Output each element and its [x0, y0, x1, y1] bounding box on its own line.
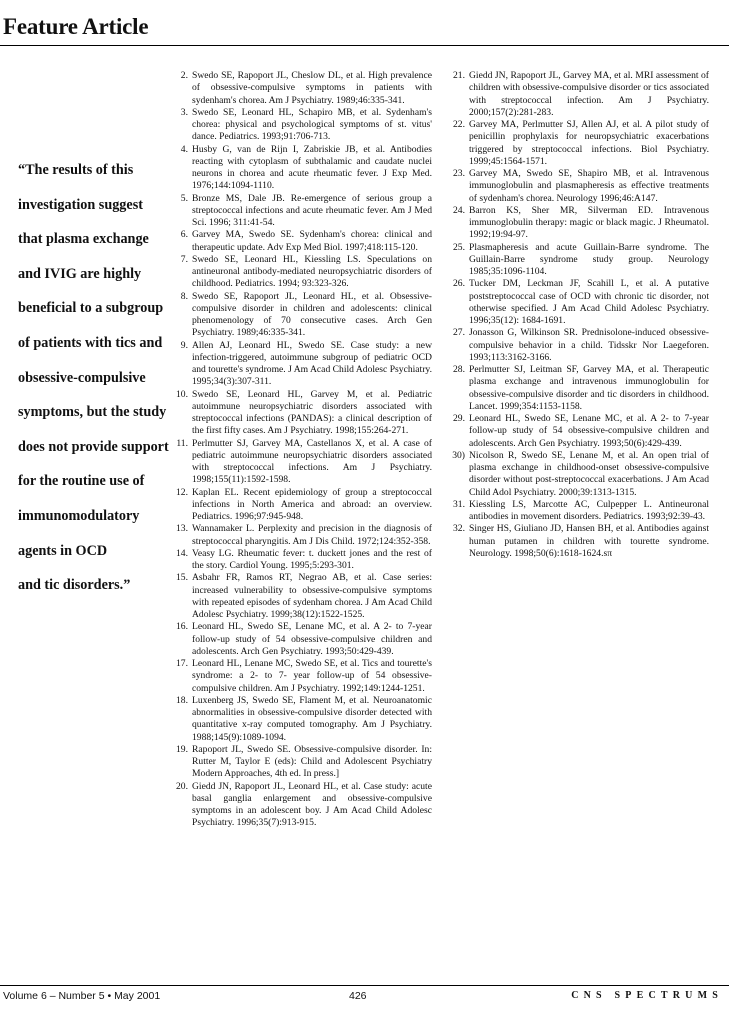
pull-quote-line: that plasma exchange — [18, 231, 149, 248]
reference-item — [170, 658, 432, 695]
reference-item — [170, 193, 432, 230]
reference-text: Rapoport JL, Swedo SE. Obsessive-compulsive disorder. In: Rutter M, Taylor E (eds): Child and Adolescent Psychiatry Modern Approaches, 4th ed. In press.] — [192, 743, 432, 780]
reference-number: 22. — [453, 119, 465, 130]
reference-item — [170, 487, 432, 524]
pull-quote-line: investigation suggest — [18, 196, 143, 213]
reference-item — [447, 242, 709, 279]
footer-divider — [0, 985, 729, 986]
reference-number: 6. — [180, 229, 188, 241]
reference-text: Bronze MS, Dale JB. Re-emergence of serious group a streptococcal infections and acute rheumatic fever. Am J Med Sci. 1996; 311:41-54. — [192, 192, 432, 228]
reference-text: Swedo SE, Rapoport JL, Cheslow DL, et al. High prevalence of obsessive-compulsive symptoms in patients with sydenham's chorea. Am J Psychiatry. 1989;46:335-341. — [192, 70, 432, 106]
reference-text: Swedo SE, Leonard HL, Kiessling LS. Speculations on antineuronal antibody-mediated neuropsychiatric disorders of childhood. Pediatrics. 1994; 93:323-326. — [192, 253, 432, 290]
reference-number: 18. — [176, 694, 188, 706]
reference-text: Tucker DM, Leckman JF, Scahill L, et al. A putative poststreptococcal case of OCD with chronic tic disorder, not otherwise specified. J Am Acad Child Adolesc Psychiatry. 1996;35(12): 1684-1691. — [469, 278, 709, 326]
reference-item — [447, 450, 709, 499]
reference-number: 17. — [176, 658, 188, 669]
reference-number: 2. — [180, 70, 188, 81]
reference-text: Leonard HL, Swedo SE, Lenane MC, et al. A 2- to 7-year follow-up study of 54 obsessive-compulsive children and adolescents. Arch Gen Psychiatry. 1993;50(6):429-439. — [469, 413, 709, 449]
reference-number: 11. — [176, 437, 188, 449]
reference-text: Plasmapheresis and acute Guillain-Barre syndrome. The Guillain-Barre syndrome study group. Neurology 1985;35:1096-1104. — [469, 241, 709, 277]
reference-text: Kiessling LS, Marcotte AC, Culpepper L. Antineuronal antibodies in movement disorders. Pediatrics. 1993;92:39-43. — [469, 498, 709, 522]
reference-item — [170, 438, 432, 487]
reference-text: Allen AJ, Leonard HL, Swedo SE. Case study: a new infection-triggered, autoimmune subgroup of pediatric OCD and tourette's syndrome. J Am Acad Child Adolesc Psychiatry. 1995;34(3):307-311. — [192, 339, 432, 388]
reference-number: 31. — [453, 498, 465, 510]
reference-text: Leonard HL, Swedo SE, Lenane MC, et al. A 2- to 7-year follow-up study of 54 obsessive-compulsive children and adolescents. Arch Gen Psychiatry. 1993;50:429-439. — [192, 621, 432, 657]
reference-text: Garvey MA, Perlmutter SJ, Allen AJ, et al. A pilot study of penicillin prophylaxis for neuropsychiatric exacerbations triggered by streptococcal infections. Biol Psychiatry. 1999;45:1564-1571. — [469, 119, 709, 167]
reference-number: 12. — [176, 486, 188, 498]
references-column-middle — [170, 70, 432, 830]
reference-number: 5. — [180, 192, 188, 204]
reference-text: Barron KS, Sher MR, Silverman ED. Intravenous immunoglobulin therapy: magic or black magic. J Rheumatol. 1992;19:94-97. — [469, 204, 709, 241]
reference-item — [170, 254, 432, 291]
reference-item — [170, 229, 432, 254]
pull-quote-line: obsessive-compulsive — [18, 369, 146, 386]
reference-text: Singer HS, Giuliano JD, Hansen BH, et al. Antibodies against human putamen in children with tourette syndrome. Neurology. 1998;50(6):1618-1624.sπ — [469, 523, 709, 559]
reference-text: Asbahr FR, Ramos RT, Negrao AB, et al. Case series: increased vulnerability to obsessive-compulsive symptoms with repeated episodes of sydenham chorea. J Am Acad Child Adolesc Psychiatry. 1999;38(12):1522-1525. — [192, 572, 432, 620]
reference-item — [170, 291, 432, 340]
reference-number: 8. — [180, 290, 188, 302]
reference-number: 15. — [176, 572, 188, 584]
reference-item — [170, 548, 432, 573]
journal-name: CNS SPECTRUMS — [571, 990, 723, 1001]
reference-number: 29. — [453, 413, 465, 424]
reference-item — [170, 572, 432, 621]
reference-text: Wannamaker L. Perplexity and precision in the diagnosis of streptococcal pharyngitis. Am J Dis Child. 1972;124:352-358. — [192, 523, 432, 547]
reference-text: Garvey MA, Swedo SE. Sydenham's chorea: clinical and therapeutic update. Adv Exp Med Biol. 1997;418:115-120. — [192, 229, 432, 253]
reference-number: 16. — [176, 621, 188, 633]
reference-number: 27. — [453, 327, 465, 339]
reference-item — [447, 119, 709, 168]
pull-quote-line: “The results of this — [18, 162, 134, 178]
reference-number: 30) — [452, 449, 465, 461]
pull-quote-line: and IVIG are highly — [18, 265, 142, 282]
reference-text: Husby G, van de Rijn I, Zabriskie JB, et al. Antibodies reacting with cytoplasm of subthalamic and caudate nuclei neurons in chorea and acute rheumatic fever. J Exp Med. 1976;144:1094-1110. — [192, 143, 432, 192]
reference-number: 4. — [180, 143, 188, 155]
reference-item — [447, 168, 709, 205]
reference-item — [447, 499, 709, 524]
reference-number: 3. — [180, 106, 188, 118]
reference-item — [170, 144, 432, 193]
pull-quote-line: immunomodulatory — [18, 507, 140, 524]
footer-volume-issue: Volume 6 – Number 5 • May 2001 — [3, 990, 161, 1002]
reference-item — [170, 389, 432, 438]
reference-text: Giedd JN, Rapoport JL, Garvey MA, et al. MRI assessment of children with obsessive-compulsive disorder or tics associated with streptococcal infection. Am J Psychiatry. 2000;157(2):281-283. — [469, 70, 709, 118]
pull-quote — [18, 163, 168, 613]
reference-text: Nicolson R, Swedo SE, Lenane M, et al. An open trial of plasma exchange in childhood-onset obsessive-compulsive disorder without post-streptococcal exacerbations. J Am Acad Child Adol Psychiatry. 2000;39:1313-1315. — [469, 449, 709, 498]
reference-item — [170, 107, 432, 144]
pull-quote-line: and tic disorders.” — [18, 577, 131, 594]
header-divider — [0, 45, 729, 46]
reference-text: Perlmutter SJ, Leitman SF, Garvey MA, et al. Therapeutic plasma exchange and intravenous immunoglobulin for obsessive-compulsive disorder and tic disorders in childhood. Lancet. 1999;354:1153-1158. — [469, 364, 709, 412]
reference-text: Luxenberg JS, Swedo SE, Flament M, et al. Neuroanatomic abnormalities in obsessive-compulsive disorder detected with quantitative x-ray computed tomography. Am J Psychiatry. 1988;145(9):1089-1094. — [192, 694, 432, 743]
pull-quote-line: beneficial to a subgroup — [18, 300, 164, 317]
reference-number: 14. — [176, 547, 188, 559]
reference-text: Giedd JN, Rapoport JL, Leonard HL, et al. Case study: acute basal ganglia enlargement and obsessive-compulsive symptoms in an adolescent boy. J Am Acad Child Adolesc Psychiatry. 1996;35(7):913-915. — [192, 780, 432, 829]
reference-item — [447, 364, 709, 413]
reference-item — [447, 413, 709, 450]
reference-number: 32. — [453, 523, 465, 535]
reference-text: Kaplan EL. Recent epidemiology of group a streptococcal infections in North America and abroad: an overview. Pediatrics. 1996;97:945-948. — [192, 486, 432, 522]
reference-number: 10. — [176, 388, 188, 400]
reference-text: Swedo SE, Leonard HL, Garvey M, et al. Pediatric autoimmune neuropsychiatric disorders associated with streptococcal infections (PANDAS): a clinical description of the first fifty cases. Am J Psychiatry. 1998;155:264-271. — [192, 388, 432, 437]
reference-text: Jonasson G, Wilkinson SR. Prednisolone-induced obsessive-compulsive behavior in a child. Tidsskr Nor Laegeforen. 1993;113:3162-3166. — [469, 327, 709, 363]
reference-number: 21. — [453, 70, 465, 81]
pull-quote-line: does not provide support — [18, 438, 169, 455]
pull-quote-line: of patients with tics and — [18, 334, 163, 351]
reference-number: 23. — [453, 168, 465, 179]
reference-text: Swedo SE, Rapoport JL, Leonard HL, et al. Obsessive-compulsive disorder in children and adolescents: clinical phenomenology of 70 consecutive cases. Arch Gen Psychiatry. 1989;46:335-341. — [192, 290, 432, 339]
pull-quote-line: symptoms, but the study — [18, 404, 167, 421]
reference-text: Veasy LG. Rheumatic fever: t. duckett jones and the rest of the story. Cardiol Young. 1995;5:293-301. — [192, 547, 432, 571]
reference-number: 25. — [453, 241, 465, 253]
reference-text: Garvey MA, Swedo SE, Shapiro MB, et al. Intravenous immunoglobulin and plasmapheresis as effective treatments of sydenham's chorea. Neurology 1996;46:A147. — [469, 168, 709, 204]
reference-item — [170, 523, 432, 548]
references-column-right — [447, 70, 709, 560]
reference-item — [447, 278, 709, 327]
reference-item — [170, 340, 432, 389]
pull-quote-line: agents in OCD — [18, 542, 108, 559]
reference-item — [447, 327, 709, 364]
reference-item — [447, 205, 709, 242]
page-number: 426 — [349, 990, 367, 1002]
pull-quote-line: for the routine use of — [18, 473, 145, 490]
reference-number: 28. — [453, 364, 465, 375]
reference-number: 20. — [176, 780, 188, 792]
reference-item — [170, 781, 432, 830]
reference-number: 24. — [453, 204, 465, 216]
reference-item — [447, 70, 709, 119]
reference-number: 26. — [453, 278, 465, 290]
reference-item — [170, 70, 432, 107]
reference-number: 13. — [176, 523, 188, 535]
reference-item — [170, 744, 432, 781]
reference-text: Leonard HL, Lenane MC, Swedo SE, et al. Tics and tourette's syndrome: a 2- to 7- year follow-up of 54 obsessive-compulsive children. Am J Psychiatry. 1992;149:1244-1251. — [192, 658, 432, 694]
reference-item — [447, 523, 709, 560]
reference-text: Swedo SE, Leonard HL, Schapiro MB, et al. Sydenham's chorea: physical and psychological symptoms of st. vitus' dance. Pediatrics. 1993;91:706-713. — [192, 106, 432, 143]
reference-item — [170, 695, 432, 744]
reference-number: 19. — [176, 743, 188, 755]
reference-number: 9. — [180, 339, 188, 351]
reference-item — [170, 621, 432, 658]
reference-number: 7. — [180, 253, 188, 265]
reference-text: Perlmutter SJ, Garvey MA, Castellanos X, et al. A case of pediatric autoimmune neuropsychiatric disorders associated with streptococcal infections. Am J Psychiatry. 1998;155(11):1592-1598. — [192, 437, 432, 486]
article-section-title: Feature Article — [3, 14, 149, 39]
